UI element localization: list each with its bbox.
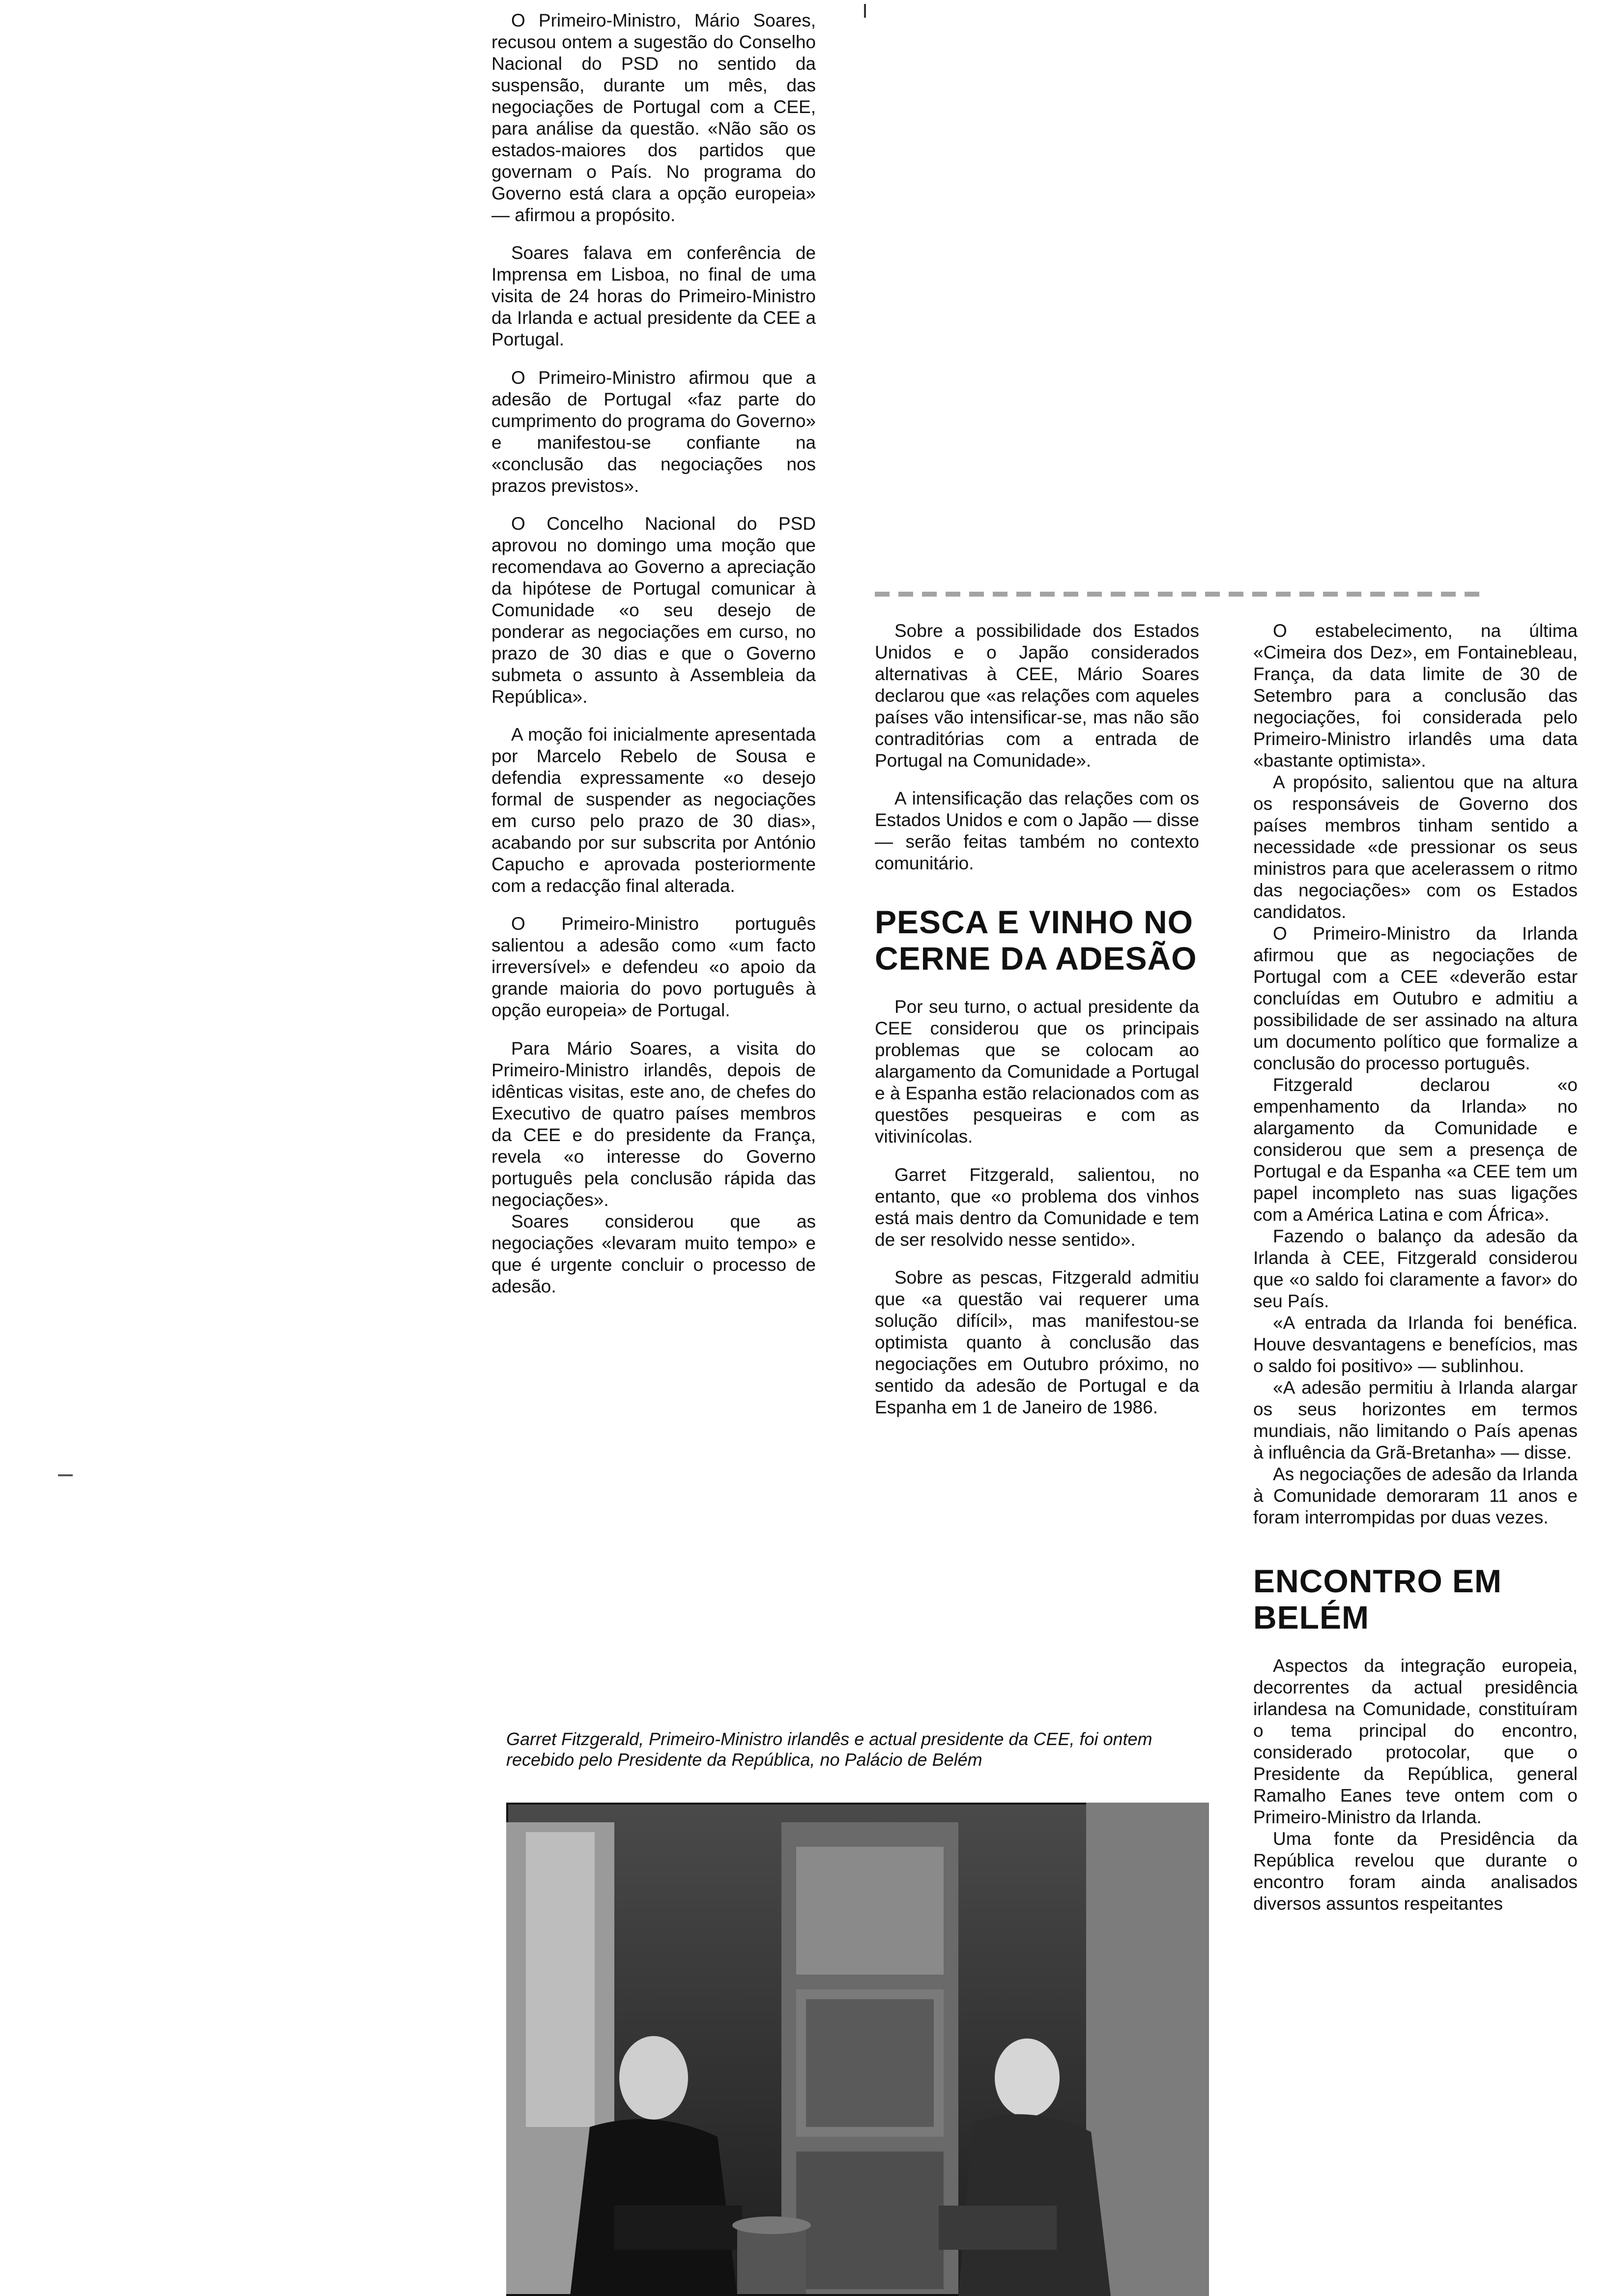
paragraph: A moção foi inicialmente apresentada por Marcelo Rebelo de Sousa e defendia expressamente «o desejo formal de suspender as negociações em curso pelo prazo de 30 dias», acabando por sur subscrita por António Capucho e aprovada posteriormente com a redacção final alterada. [491,724,816,896]
column-2 [875,620,1199,1435]
page-mark [864,4,866,18]
photo-illustration [506,1803,1209,2296]
paragraph: A propósito, salientou que na altura os responsáveis de Governo dos países membros tinham sentido a necessidade «de pressionar os seus ministros para que acelerassem o ritmo das negociações» com os Estados candidatos. [1253,772,1578,922]
section-heading-encontro: ENCONTRO EM BELÉM [1253,1563,1502,1636]
paragraph: Por seu turno, o actual presidente da CEE considerou que os principais problemas que se colocam ao alargamento da Comunidade a Portugal e à Espanha estão relacionados com as questões pesqueiras e com as vitivinícolas. [875,997,1199,1147]
section-heading-pesca: PESCA E VINHO NO CERNE DA ADESÃO [875,904,1197,977]
paragraph: Sobre a possibilidade dos Estados Unidos e o Japão considerados alternativas à CEE, Mário Soares declarou que «as relações com aqueles países vão intensificar-se, mas não são contraditórias com a entrada de Portugal na Comunidade». [875,621,1199,771]
paragraph: Garret Fitzgerald, salientou, no entanto, que «o problema dos vinhos está mais dentro da Comunidade e tem de ser resolvido nesse sentido». [875,1164,1199,1250]
paragraph: Sobre as pescas, Fitzgerald admitiu que «a questão vai requerer uma solução difícil», mas manifestou-se optimista quanto à conclusão das negociações em Outubro próximo, no sentido da adesão de Portugal e da Espanha em 1 de Janeiro de 1986. [875,1267,1199,1417]
paragraph: O Primeiro-Ministro português salientou a adesão como «um facto irreversível» e defendeu «o apoio da grande maioria do povo português à opção europeia» de Portugal. [491,914,816,1021]
paragraph: Aspectos da integração europeia, decorrentes da actual presidência irlandesa na Comunidade, constituíram o tema principal do encontro, considerado protocolar, que o Presidente da República, general Ramalho Eanes teve ontem com o Primeiro-Ministro da Irlanda. [1253,1656,1578,1827]
paragraph: O Concelho Nacional do PSD aprovou no domingo uma moção que recomendava ao Governo a apreciação da hipótese de Portugal comunicar à Comunidade «o seu desejo de ponderar as negociações em curso, no prazo de 30 dias e que o Governo submeta o assunto à Assembleia da República». [491,513,816,707]
paragraph: «A entrada da Irlanda foi benéfica. Houve desvantagens e benefícios, mas o saldo foi positivo» — sublinhou. [1253,1313,1578,1376]
paragraph: A intensificação das relações com os Estados Unidos e com o Japão — disse — serão feitas também no contexto comunitário. [875,788,1199,874]
paragraph: O Primeiro-Ministro, Mário Soares, recusou ontem a sugestão do Conselho Nacional do PSD no sentido da suspensão, durante um mês, das negociações de Portugal com a CEE, para análise da questão. «Não são os estados-maiores dos partidos que governam o País. No programa do Governo está clara a opção europeia» — afirmou a propósito. [491,10,816,225]
paragraph: O Primeiro-Ministro da Irlanda afirmou que as negociações de Portugal com a CEE «deverão estar concluídas em Outubro e admitiu a possibilidade de ser assinado na altura um documento político que formalize a conclusão do processo português. [1253,923,1578,1073]
paragraph: Fazendo o balanço da adesão da Irlanda à CEE, Fitzgerald considerou que «o saldo foi claramente a favor» do seu País. [1253,1226,1578,1311]
paragraph: Soares considerou que as negociações «levaram muito tempo» e que é urgente concluir o processo de adesão. [491,1211,816,1296]
column-1 [491,10,816,1314]
paragraph: Soares falava em conferência de Imprensa em Lisboa, no final de uma visita de 24 horas do Primeiro-Ministro da Irlanda e actual presidente da CEE a Portugal. [491,243,816,350]
paragraph: O estabelecimento, na última «Cimeira dos Dez», em Fontainebleau, França, da data limite de 30 de Setembro para a conclusão das negociações, foi considerada pelo Primeiro-Ministro irlandês uma data «bastante optimista». [1253,621,1578,771]
paragraph: «A adesão permitiu à Irlanda alargar os seus horizontes em termos mundiais, não limitando o País apenas à influência da Grã-Bretanha» — disse. [1253,1378,1578,1463]
paragraph: Para Mário Soares, a visita do Primeiro-Ministro irlandês, depois de idênticas visitas, este ano, de chefes do Executivo de quatro países membros da CEE e do presidente da França, revela «o interesse do Governo português pela conclusão rápida das negociações». [491,1038,816,1210]
paragraph: As negociações de adesão da Irlanda à Comunidade demoraram 11 anos e foram interrompidas por duas vezes. [1253,1464,1578,1527]
paragraph: O Primeiro-Ministro afirmou que a adesão de Portugal «faz parte do cumprimento do programa do Governo» e manifestou-se confiante na «conclusão das negociações nos prazos previstos». [491,367,816,496]
paragraph: Uma fonte da Presidência da República revelou que durante o encontro foram ainda analisados diversos assuntos respeitantes [1253,1829,1578,1914]
news-photo [506,1803,1209,2296]
paragraph: Fitzgerald declarou «o empenhamento da Irlanda» no alargamento da Comunidade e considerou que sem a presença de Portugal e da Espanha «a CEE tem um papel incompleto nas suas ligações com a América Latina e com África». [1253,1075,1578,1225]
column-rule [875,592,1484,597]
column-3 [1253,620,1578,1915]
margin-mark [58,1474,73,1476]
photo-caption: Garret Fitzgerald, Primeiro-Ministro irlandês e actual presidente da CEE, foi ontem recebido pelo Presidente da República, no Palácio de Belém [506,1729,1152,1770]
